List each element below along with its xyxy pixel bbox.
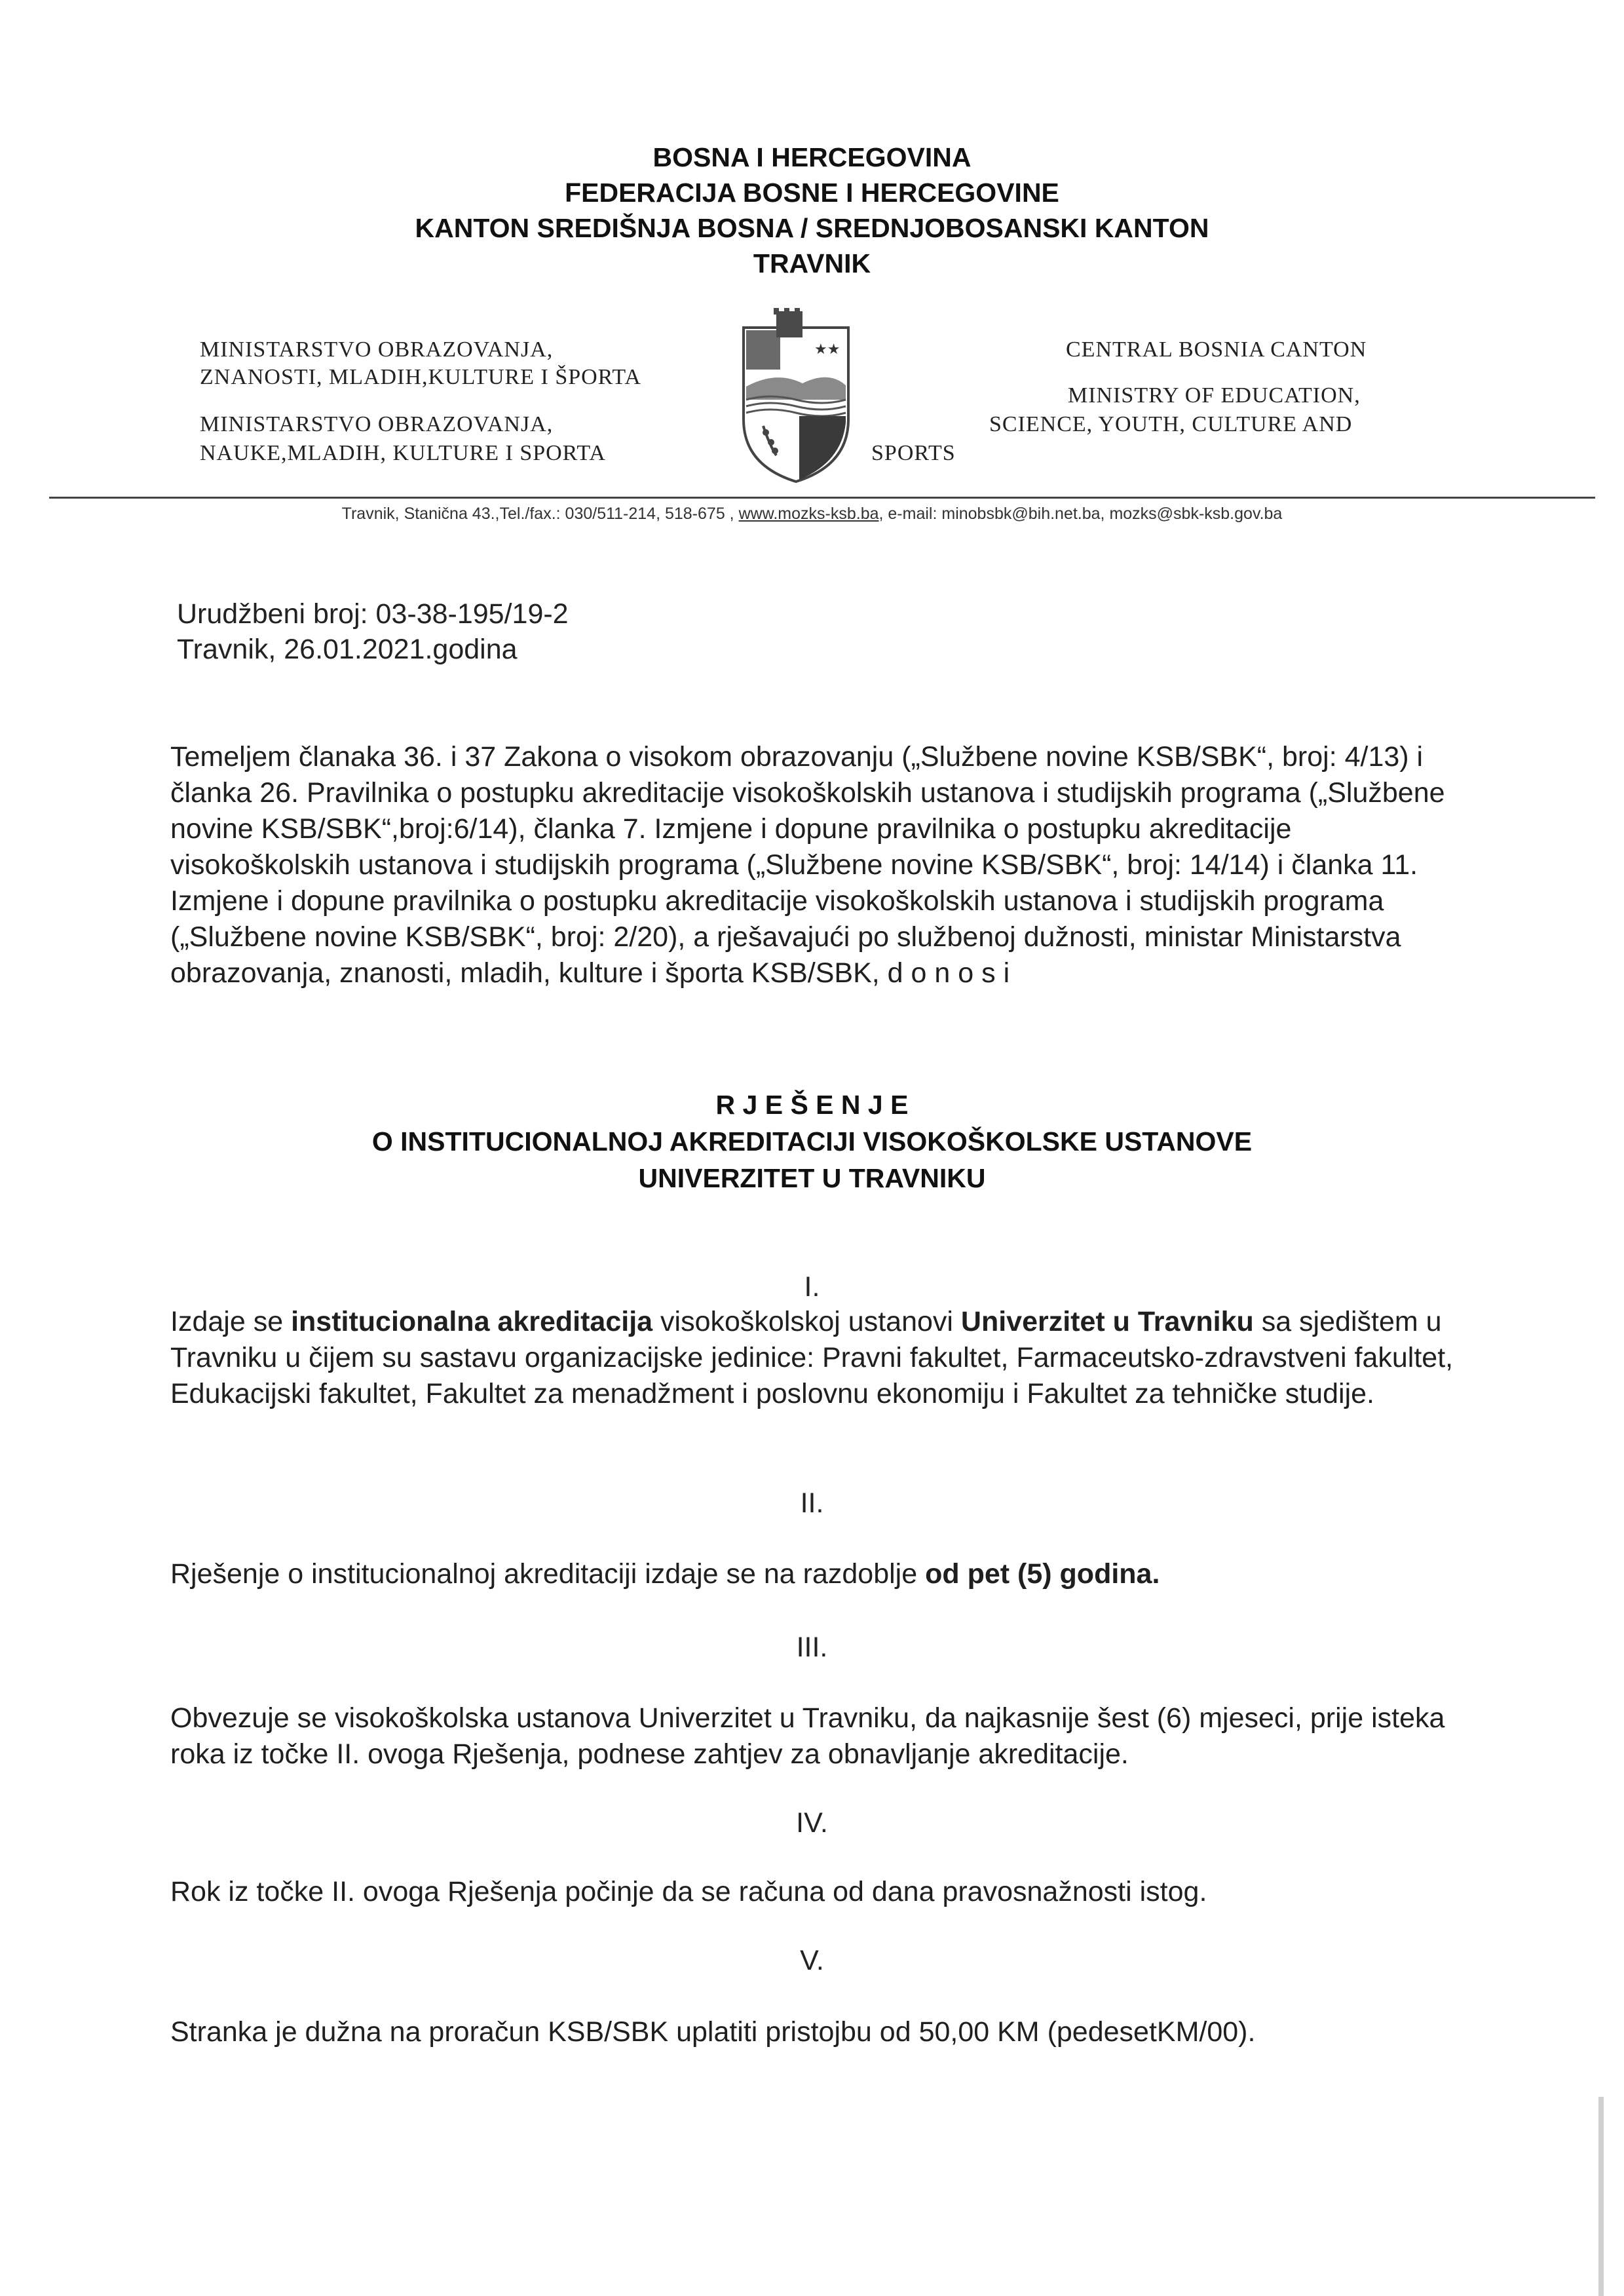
header-canton: KANTON SREDIŠNJA BOSNA / SREDNJOBOSANSKI KANTON: [415, 213, 1209, 243]
section-1-bold-a: institucionalna akreditacija: [291, 1306, 653, 1337]
header-federation: FEDERACIJA BOSNE I HERCEGOVINE: [565, 178, 1059, 208]
contact-line: [0, 505, 1624, 524]
coat-of-arms-icon: [737, 308, 855, 485]
section-1-text-c: sa sjedištem u Travniku u čijem su sastavu organizacijske jedinice: Pravni fakultet, Farmaceutsko-zdravstveni fakultet, Edukacijski fakultet, Fakultet za menadžment i poslovnu ekonomiju i Fakultet za tehničke studije.: [170, 1306, 1454, 1409]
header-country: BOSNA I HERCEGOVINA: [652, 142, 972, 172]
ministry-right-line4: SPORTS: [871, 441, 956, 465]
ministry-right-line2: MINISTRY OF EDUCATION,: [1068, 383, 1361, 408]
section-1-number: I.: [804, 1271, 820, 1303]
section-2-number: II.: [800, 1487, 824, 1519]
scan-edge: [1598, 2097, 1604, 2296]
document-date: Travnik, 26.01.2021.godina: [177, 634, 518, 665]
contact-prefix: Travnik, Stanična 43.,Tel./fax.: 030/511-214, 518-675 ,: [341, 505, 739, 523]
decision-subtitle: O INSTITUCIONALNOJ AKREDITACIJI VISOKOŠKOLSKE USTANOVE: [371, 1126, 1253, 1157]
section-1-bold-b: Univerzitet u Travniku: [960, 1306, 1254, 1337]
section-4-number: IV.: [796, 1807, 828, 1839]
ministry-left-line3: MINISTARSTVO OBRAZOVANJA,: [200, 412, 554, 436]
header-divider: [49, 497, 1595, 499]
section-3-number: III.: [796, 1632, 828, 1663]
section-3-text: Obvezuje se visokoškolska ustanova Univerzitet u Travniku, da najkasnije šest (6) mjeseci, prije isteka roka iz točke II. ovoga Rješenja, podnese zahtjev za obnavljanje akreditacije.: [170, 1702, 1445, 1770]
ministry-left-line1: MINISTARSTVO OBRAZOVANJA,: [200, 337, 554, 362]
section-2-bold-a: od pet (5) godina.: [925, 1558, 1160, 1590]
ministry-left-line4: NAUKE,MLADIH, KULTURE I SPORTA: [200, 441, 606, 465]
website-link[interactable]: www.mozks-ksb.ba: [738, 505, 879, 523]
section-5-number: V.: [800, 1945, 824, 1976]
ministry-right-line1: CENTRAL BOSNIA CANTON: [1066, 337, 1367, 362]
ministry-right-line3: SCIENCE, YOUTH, CULTURE AND: [989, 412, 1353, 436]
section-5-text: Stranka je dužna na proračun KSB/SBK uplatiti pristojbu od 50,00 KM (pedesetKM/00).: [170, 2016, 1256, 2048]
section-2-text-a: Rješenje o institucionalnoj akreditaciji izdaje se na razdoblje: [170, 1558, 926, 1590]
section-2-text: [170, 1556, 1474, 1592]
ministry-left-line2: ZNANOSTI, MLADIH,KULTURE I ŠPORTA: [200, 365, 641, 389]
section-4-text: Rok iz točke II. ovoga Rješenja počinje da se računa od dana pravosnažnosti istog.: [170, 1876, 1207, 1907]
svg-text:★★: ★★: [814, 341, 840, 358]
decision-title: R J E Š E N J E: [715, 1090, 909, 1120]
reference-number: Urudžbeni broj: 03-38-195/19-2: [177, 598, 569, 630]
section-1-text-a: Izdaje se: [170, 1306, 292, 1337]
preamble-text: Temeljem članaka 36. i 37 Zakona o visokom obrazovanju („Službene novine KSB/SBK“, broj: 4/13) i članka 26. Pravilnika o postupku akreditacije visokoškolskih ustanova i studijskih programa („Službene novine KSB/SBK“,broj:6/14), članka 7. Izmjene i dopune pravilnika o postupku akreditacije visokoškolskih ustanova i studijskih programa („Službene novine KSB/SBK“, broj: 14/14) i članka 11. Izmjene i dopune pravilnika o postupku akreditacije visokoškolskih ustanova i studijskih programa („Službene novine KSB/SBK“, broj: 2/20), a rješavajući po službenoj dužnosti, ministar Ministarstva obrazovanja, znanosti, mladih, kulture i športa KSB/SBK, d o n o s i: [170, 741, 1445, 989]
contact-suffix: , e-mail: minobsbk@bih.net.ba, mozks@sbk-ksb.gov.ba: [878, 505, 1283, 523]
section-1-text: [170, 1304, 1474, 1412]
section-1-text-b: visokoškolskoj ustanovi: [652, 1306, 961, 1337]
decision-institution: UNIVERZITET U TRAVNIKU: [638, 1163, 986, 1193]
header-city: TRAVNIK: [753, 248, 871, 278]
